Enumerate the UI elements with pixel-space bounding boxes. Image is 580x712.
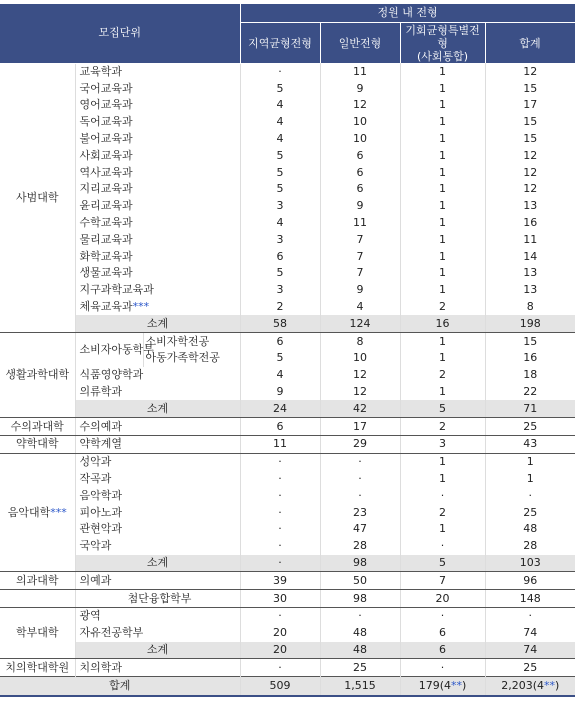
table-row — [0, 436, 575, 454]
table-row — [0, 625, 575, 642]
cell-total: · — [528, 488, 533, 502]
college-chiui: 치의학대학원 — [0, 659, 75, 677]
cell-regional: 9 — [240, 384, 320, 401]
dept-label: 사회교육과 — [75, 147, 240, 164]
cell-regional: · — [240, 521, 320, 538]
cell-regional: 4 — [240, 131, 320, 148]
dept-label: 식품영양학과 — [75, 367, 240, 384]
cell-regional: 5 — [240, 181, 320, 198]
header-col-opportunity: 기회균형특별전형 (사회통합) — [400, 23, 485, 64]
header-col-regional: 지역균형전형 — [240, 23, 320, 64]
cell-total: 96 — [485, 572, 575, 590]
grand-total-opportunity — [400, 677, 485, 697]
cell-total: 13 — [523, 199, 538, 213]
cell-regional: 20 — [240, 642, 320, 659]
cell-general: 11 — [320, 63, 400, 80]
cell-opportunity: 6 — [400, 625, 485, 642]
cell-total: 148 — [485, 590, 575, 608]
cell-opportunity: 1 — [400, 521, 485, 538]
cell-regional: 3 — [240, 282, 320, 299]
table-row — [0, 114, 575, 131]
cell-regional: 5 — [240, 80, 320, 97]
grand-total-row — [0, 677, 575, 697]
table-row — [0, 231, 575, 248]
cell-regional: 6 — [240, 418, 320, 436]
college-suui: 수의과대학 — [0, 418, 75, 436]
cell-regional: · — [240, 63, 320, 80]
table-row — [0, 384, 575, 401]
table-row — [0, 590, 575, 608]
cell-opportunity: 1 — [400, 147, 485, 164]
cell-total: 12 — [523, 148, 538, 162]
cell-opportunity: 1 — [400, 97, 485, 114]
footnote-mark: ** — [544, 679, 556, 693]
cell-regional: · — [240, 659, 320, 677]
dept-label: 물리교육과 — [75, 231, 240, 248]
cell-opportunity: 7 — [400, 572, 485, 590]
cell-opportunity: 1 — [400, 282, 485, 299]
cell-general: 7 — [320, 265, 400, 282]
cell-general: 124 — [320, 315, 400, 332]
cell-regional: 4 — [240, 114, 320, 131]
cell-regional: 20 — [240, 625, 320, 642]
dept-label: 작곡과 — [75, 471, 240, 488]
subtotal-label: 소계 — [75, 400, 240, 417]
cell-general: 48 — [320, 642, 400, 659]
table-row — [0, 164, 575, 181]
dept-label: 자유전공학부 — [75, 625, 240, 642]
table-row — [0, 333, 575, 350]
cell-opportunity: · — [400, 487, 485, 504]
dept-label: 역사교육과 — [75, 164, 240, 181]
dept-label: 국악과 — [75, 538, 240, 555]
table-row — [0, 265, 575, 282]
cell-total: 22 — [523, 385, 538, 399]
cell-opportunity: 20 — [400, 590, 485, 608]
table-row — [0, 63, 575, 80]
cell-general: 98 — [320, 555, 400, 572]
dept-label: 관현악과 — [75, 521, 240, 538]
cell-general: · — [320, 487, 400, 504]
cell-regional: 4 — [240, 97, 320, 114]
cell-regional: · — [240, 453, 320, 470]
dept-label: 성악과 — [75, 453, 240, 470]
cell-total: 74 — [485, 642, 575, 659]
cell-opportunity: 16 — [400, 315, 485, 332]
cell-opportunity: 1 — [400, 248, 485, 265]
cell-total: 13 — [523, 283, 538, 297]
cell-regional: 39 — [240, 572, 320, 590]
table-row — [0, 181, 575, 198]
cell-general: 8 — [320, 333, 400, 350]
dept-label: 윤리교육과 — [75, 198, 240, 215]
footnote-mark: *** — [132, 300, 150, 314]
cell-total: 1 — [526, 455, 534, 469]
cell-opportunity: 1 — [400, 350, 485, 367]
table-row — [0, 215, 575, 232]
cell-general: · — [320, 471, 400, 488]
cell-total: 25 — [485, 418, 575, 436]
cell-general: 29 — [320, 436, 400, 454]
cell-opportunity: 2 — [400, 504, 485, 521]
dept-label: 불어교육과 — [75, 131, 240, 148]
cell-regional: 2 — [240, 299, 320, 316]
header-unit: 모집단위 — [0, 4, 240, 63]
dept-label: 약학계열 — [75, 436, 240, 454]
footnote-mark: *** — [50, 505, 67, 519]
table-row — [0, 538, 575, 555]
cell-general: 17 — [320, 418, 400, 436]
cell-regional: 4 — [240, 215, 320, 232]
cell-total: 12 — [523, 182, 538, 196]
cell-regional: 30 — [240, 590, 320, 608]
cell-general: · — [320, 453, 400, 470]
cell-general: 50 — [320, 572, 400, 590]
cell-opportunity: 1 — [400, 231, 485, 248]
cell-total: 43 — [485, 436, 575, 454]
dept-label: 의예과 — [75, 572, 240, 590]
cell-opportunity: 6 — [400, 642, 485, 659]
cell-opportunity: 2 — [400, 299, 485, 316]
table-row — [0, 572, 575, 590]
cell-general: 6 — [320, 147, 400, 164]
table-row — [0, 504, 575, 521]
subtotal-row — [0, 315, 575, 332]
cell-total: · — [528, 609, 533, 623]
table-row — [0, 471, 575, 488]
subtotal-row — [0, 400, 575, 417]
dept-label: 수의예과 — [75, 418, 240, 436]
cell-opportunity: 3 — [400, 436, 485, 454]
dept-label: 광역 — [75, 608, 240, 625]
cell-total: 17 — [523, 98, 538, 112]
cell-regional: · — [240, 471, 320, 488]
cell-regional: · — [240, 487, 320, 504]
cell-total: 74 — [523, 626, 538, 640]
cell-total: 15 — [523, 132, 538, 146]
cell-regional: · — [240, 538, 320, 555]
cell-regional: 6 — [240, 333, 320, 350]
table-row — [0, 521, 575, 538]
cell-total: 8 — [526, 300, 534, 314]
dept-label — [75, 299, 240, 316]
paren-close: ) — [555, 679, 560, 693]
cell-regional: 3 — [240, 198, 320, 215]
cell-general: 10 — [320, 131, 400, 148]
dept-label: 교육학과 — [75, 63, 240, 80]
cell-regional: · — [240, 504, 320, 521]
cell-general: 47 — [320, 521, 400, 538]
cell-total: 16 — [523, 351, 538, 365]
table-row — [0, 608, 575, 625]
dept-label: 지구과학교육과 — [75, 282, 240, 299]
table-row — [0, 453, 575, 470]
cell-opportunity: 1 — [400, 164, 485, 181]
subtotal-label: 소계 — [75, 555, 240, 572]
cell-total: 11 — [523, 232, 538, 246]
table-row — [0, 198, 575, 215]
cell-general: 25 — [320, 659, 400, 677]
grand-total-regional: 509 — [240, 677, 320, 697]
cell-total: 18 — [523, 368, 538, 382]
cell-regional: 5 — [240, 164, 320, 181]
header-col-total: 합계 — [485, 23, 575, 64]
subtotal-label: 소계 — [75, 315, 240, 332]
cell-total: 15 — [523, 334, 538, 348]
cell-opportunity: 1 — [400, 114, 485, 131]
cell-general: 9 — [320, 80, 400, 97]
cell-general: 6 — [320, 164, 400, 181]
cell-total: 48 — [523, 522, 538, 536]
table-row — [0, 282, 575, 299]
cell-general: · — [320, 608, 400, 625]
college-hakbu: 학부대학 — [0, 608, 75, 659]
college-saenghwal: 생활과학대학 — [0, 333, 75, 418]
college-empty — [0, 590, 75, 608]
college-yak: 약학대학 — [0, 436, 75, 454]
cell-general: 10 — [320, 114, 400, 131]
table-body — [0, 63, 575, 696]
cell-regional: 6 — [240, 248, 320, 265]
cell-general: 48 — [320, 625, 400, 642]
dept-label-text: 체육교육과 — [79, 300, 133, 314]
college-sabeom: 사범대학 — [0, 63, 75, 333]
cell-general: 12 — [320, 97, 400, 114]
cell-regional: 24 — [240, 400, 320, 417]
dept-label: 첨단융합학부 — [75, 590, 240, 608]
cell-opportunity: 1 — [400, 131, 485, 148]
table-row — [0, 299, 575, 316]
dept-label: 음악학과 — [75, 487, 240, 504]
cell-total: 25 — [523, 505, 538, 519]
cell-general: 7 — [320, 231, 400, 248]
admission-quota-table — [0, 4, 576, 697]
cell-regional: 5 — [240, 350, 320, 367]
college-eumak — [0, 453, 75, 572]
dept-group-label: 소비자아동학부 — [75, 333, 143, 367]
college-uigwa: 의과대학 — [0, 572, 75, 590]
table-row — [0, 418, 575, 436]
table-row — [0, 147, 575, 164]
cell-opportunity: 1 — [400, 215, 485, 232]
table-row — [0, 80, 575, 97]
cell-general: 9 — [320, 282, 400, 299]
subtotal-row — [0, 555, 575, 572]
cell-regional: 11 — [240, 436, 320, 454]
dept-label: 국어교육과 — [75, 80, 240, 97]
cell-total: 71 — [485, 400, 575, 417]
dept-label: 치의학과 — [75, 659, 240, 677]
cell-opportunity: 2 — [400, 418, 485, 436]
grand-total-general: 1,515 — [320, 677, 400, 697]
cell-regional: 58 — [240, 315, 320, 332]
dept-label: 지리교육과 — [75, 181, 240, 198]
cell-opportunity: 1 — [400, 333, 485, 350]
cell-opportunity: 5 — [400, 555, 485, 572]
cell-regional: · — [240, 555, 320, 572]
grand-total-label: 합계 — [0, 677, 240, 697]
dept-label: 의류학과 — [75, 384, 240, 401]
header-col-general: 일반전형 — [320, 23, 400, 64]
cell-opportunity: 1 — [400, 63, 485, 80]
cell-regional: · — [240, 608, 320, 625]
grand-total-opportunity-value: 179(4 — [418, 679, 452, 693]
cell-general: 12 — [320, 384, 400, 401]
college-eumak-label: 음악대학 — [7, 505, 51, 519]
footnote-mark: ** — [451, 679, 463, 693]
cell-opportunity: 1 — [400, 80, 485, 97]
cell-total: 12 — [523, 165, 538, 179]
cell-general: 23 — [320, 504, 400, 521]
cell-regional: 5 — [240, 147, 320, 164]
cell-total: 15 — [523, 115, 538, 129]
cell-opportunity: · — [400, 538, 485, 555]
cell-general: 11 — [320, 215, 400, 232]
dept-label: 독어교육과 — [75, 114, 240, 131]
cell-total: 198 — [485, 315, 575, 332]
table-row — [0, 487, 575, 504]
cell-total: 1 — [526, 472, 534, 486]
cell-regional: 5 — [240, 265, 320, 282]
cell-opportunity: 2 — [400, 367, 485, 384]
cell-general: 98 — [320, 590, 400, 608]
cell-general: 12 — [320, 367, 400, 384]
table-row — [0, 97, 575, 114]
cell-total: 13 — [523, 266, 538, 280]
dept-label: 영어교육과 — [75, 97, 240, 114]
cell-general: 6 — [320, 181, 400, 198]
cell-opportunity: · — [400, 659, 485, 677]
table-row — [0, 248, 575, 265]
cell-general: 10 — [320, 350, 400, 367]
table-row — [0, 659, 575, 677]
cell-opportunity: 1 — [400, 181, 485, 198]
cell-opportunity: · — [400, 608, 485, 625]
cell-total: 14 — [523, 249, 538, 263]
cell-regional: 4 — [240, 367, 320, 384]
cell-opportunity: 1 — [400, 471, 485, 488]
subtotal-row — [0, 642, 575, 659]
cell-opportunity: 5 — [400, 400, 485, 417]
cell-opportunity: 1 — [400, 265, 485, 282]
cell-opportunity: 1 — [400, 384, 485, 401]
cell-general: 28 — [320, 538, 400, 555]
cell-general: 42 — [320, 400, 400, 417]
cell-total: 25 — [523, 660, 538, 674]
cell-general: 4 — [320, 299, 400, 316]
cell-general: 9 — [320, 198, 400, 215]
cell-total: 103 — [485, 555, 575, 572]
header-group: 정원 내 전형 — [240, 4, 575, 23]
cell-total: 28 — [523, 539, 538, 553]
cell-opportunity: 1 — [400, 198, 485, 215]
cell-total: 15 — [523, 81, 538, 95]
dept-label: 생물교육과 — [75, 265, 240, 282]
table-row — [0, 131, 575, 148]
cell-general: 7 — [320, 248, 400, 265]
cell-total: 12 — [523, 64, 538, 78]
cell-opportunity: 1 — [400, 453, 485, 470]
grand-total-sum — [485, 677, 575, 697]
major-label: 아동가족학전공 — [143, 350, 240, 367]
major-label: 소비자학전공 — [143, 333, 240, 350]
cell-total: 16 — [523, 216, 538, 230]
grand-total-sum-value: 2,203(4 — [501, 679, 545, 693]
dept-label: 수학교육과 — [75, 215, 240, 232]
subtotal-label: 소계 — [75, 642, 240, 659]
dept-label: 피아노과 — [75, 504, 240, 521]
header-row — [0, 4, 575, 23]
dept-label: 화학교육과 — [75, 248, 240, 265]
paren-close: ) — [462, 679, 467, 693]
table-row — [0, 367, 575, 384]
cell-regional: 3 — [240, 231, 320, 248]
